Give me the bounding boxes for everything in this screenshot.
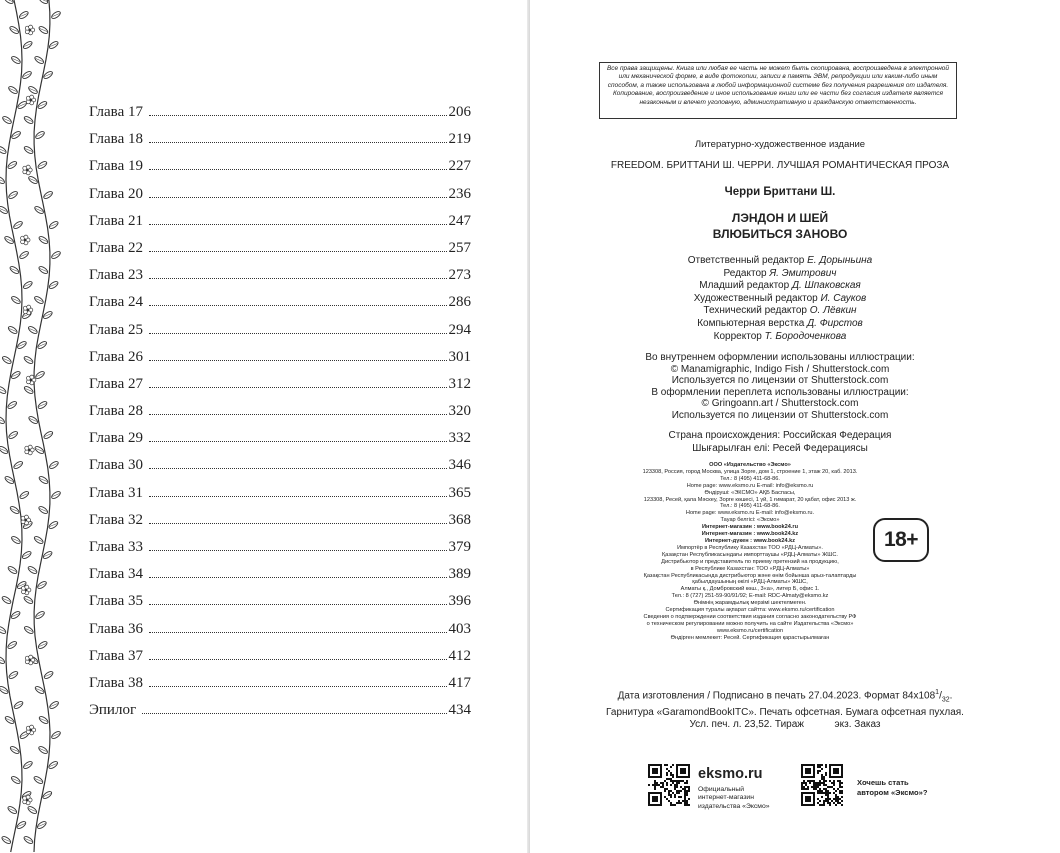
illustration-credit-line: В оформлении переплета использованы иллюстрации: [651,386,909,398]
toc-entry[interactable] [89,322,471,349]
toc-leader-dots [149,414,447,415]
illustration-credit-line: Во внутреннем оформлении использованы иллюстрации: [645,352,915,363]
staff-line [590,331,970,344]
table-of-contents [89,104,471,729]
toc-chapter-label: Глава 17 [89,104,143,120]
toc-entry[interactable] [89,294,471,321]
toc-chapter-label: Глава 24 [89,294,143,311]
staff-role: Ответственный редактор [687,255,805,266]
publisher-line: в Республике Казахстан: ТОО «РДЦ-Алматы» [690,565,810,572]
author-call-line: автором «Эксмо»? [857,788,928,797]
toc-chapter-label: Глава 36 [89,620,143,637]
toc-entry[interactable] [89,485,471,512]
toc-chapter-label: Глава 31 [89,484,143,501]
toc-page-number: 273 [448,267,471,284]
staff-name: Д. Шпаковская [791,280,861,292]
toc-chapter-label: Глава 28 [89,403,143,420]
book-title-line-1: ЛЭНДОН И ШЕЙ [731,211,829,225]
country-line: Шығарылған елі: Ресей Федерациясы [692,442,868,454]
eksmo-logo[interactable]: eksmo.ru [698,766,763,782]
toc-leader-dots [149,305,447,306]
toc-entry[interactable] [89,349,471,376]
illustration-credit-line: Используется по лицензии от Shutterstock.com [671,409,889,421]
print-date-format: Дата изготовления / Подписано в печать 27.04.2023. Формат $84x108^1/_{32}$. [617,689,953,704]
toc-entry[interactable] [89,131,471,158]
staff-line [590,305,970,318]
illustration-credit-line: © Gringoann.art / Shutterstock.com [701,398,859,410]
toc-leader-dots [149,197,447,198]
staff-line [590,280,970,293]
toc-entry[interactable] [89,648,471,675]
toc-entry[interactable] [89,566,471,593]
toc-page-number: 434 [448,702,471,719]
copyright-notice: Все права защищены. Книга или любая ее часть не может быть скопирована, воспроизведена в электронной или механической форме, в виде фотокопии, записи в память ЭВМ, репродукции или каким-либо иным способом, а также использована в любой информационной системе без получения разрешения от издателя. Копирование, воспроизведение и иное использование книги или ее части без согласия издателя является незаконным и влечет уголовную, административную и гражданскую ответственность. [599,62,957,119]
toc-page-number: 389 [448,566,471,583]
qr-code-author-call[interactable] [801,764,843,806]
publisher-line: Тауар белгісі: «Эксмо» [720,517,780,524]
print-date-text: Дата изготовления / Подписано в печать 27.04.2023. Формат 84x108 [617,690,936,702]
publisher-line: Тел.: 8 (727) 251-59-90/91/92; E-mail: RDC-Almaty@eksmo.kz [671,593,829,600]
toc-chapter-label: Глава 20 [89,185,143,202]
publisher-line: Алматы қ., Домбровский көш., 3«а», литер Б, офис 1. [680,586,820,593]
toc-leader-dots [149,360,447,361]
toc-leader-dots [149,523,447,524]
staff-name: Я. Эмитрович [769,267,837,279]
toc-leader-dots [142,713,446,714]
publisher-line: Сведения о подтверждении соответствия издания согласно законодательству РФ [643,613,857,620]
toc-page-number: 332 [448,430,471,447]
toc-chapter-label: Глава 29 [89,430,143,447]
publisher-line: Home page: www.eksmo.ru E-mail: info@eksmo.ru. [685,510,815,517]
format-suffix: . [949,690,953,702]
publisher-line: Өнімнің жарамдылық мерзімі шектелмеген. [693,600,807,607]
toc-entry[interactable] [89,267,471,294]
staff-name: Е. Дорыньина [807,255,873,266]
toc-entry[interactable] [89,186,471,213]
publisher-line: Қазақстан Республикасындағы импорттаушы «РДЦ-Алматы» ЖШС. [662,551,838,558]
staff-role: Младший редактор [699,280,790,292]
toc-chapter-label: Глава 23 [89,267,143,284]
staff-role: Художественный редактор [693,292,818,304]
toc-entry[interactable] [89,158,471,185]
print-typeface: Гарнитура «GaramondBookITC». Печать офсетная. Бумага офсетная пухлая. [606,706,964,718]
toc-leader-dots [149,468,447,469]
country-line: Страна происхождения: Российская Федерация [668,430,892,441]
toc-leader-dots [149,169,447,170]
print-details [585,687,985,732]
toc-page-number: 301 [448,348,471,365]
toc-leader-dots [149,577,447,578]
publisher-line: Дистрибьютор и представитель по приему претензий на продукцию, [661,558,839,565]
toc-leader-dots [149,387,447,388]
toc-leader-dots [149,251,447,252]
toc-chapter-label: Глава 18 [89,131,143,148]
toc-page-number: 320 [448,403,471,420]
book-title [590,210,970,242]
staff-name: Д. Фирстов [807,317,863,329]
toc-entry[interactable] [89,539,471,566]
book-title-line-2: ВЛЮБИТЬСЯ ЗАНОВО [712,227,848,241]
publisher-line: Home page: www.eksmo.ru E-mail: info@eksmo.ru [686,482,814,489]
toc-leader-dots [149,333,447,334]
toc-chapter-label: Эпилог [89,702,137,719]
publisher-info [580,462,920,642]
genre-label: Литературно-художественное издание [694,139,866,150]
eksmo-caption-line: издательства «Эксмо» [698,802,770,810]
staff-role: Компьютерная верстка [697,317,805,329]
publisher-line: www.eksmo.ru/certification [716,627,784,634]
toc-entry[interactable] [89,376,471,403]
toc-entry[interactable] [89,403,471,430]
toc-entry[interactable] [89,457,471,484]
staff-name: Т. Бородоченкова [764,330,847,342]
format-subscript: 32 [941,696,950,704]
staff-role: Корректор [713,330,762,342]
toc-leader-dots [149,224,447,225]
toc-page-number: 257 [448,239,471,256]
toc-chapter-label: Глава 30 [89,457,143,474]
qr-code-eksmo-shop[interactable] [648,764,690,806]
publisher-line: Интернет-магазин : www.book24.ru [701,524,799,531]
toc-page-number: 396 [448,593,471,610]
toc-chapter-label: Глава 37 [89,647,143,664]
country-of-origin [590,430,970,455]
toc-page-number: 312 [448,375,471,392]
publisher-line: 123308, Ресей, қала Мәскеу, Зорге көшесі, 1 үй, 1 ғимарат, 20 қабат, офис 2013 ж. [643,496,857,503]
toc-leader-dots [149,278,447,279]
publisher-line: Сертификация туралы ақпарат сайтта: www.eksmo.ru/certification [665,607,835,614]
publisher-line: ООО «Издательство «Эксмо» [709,462,791,468]
toc-leader-dots [149,659,447,660]
illustration-credits [590,352,970,422]
toc-chapter-label: Глава 32 [89,511,143,528]
toc-page-number: 403 [448,620,471,637]
toc-entry[interactable] [89,430,471,457]
staff-role: Технический редактор [703,305,807,317]
illustration-credit-line: Используется по лицензии от Shutterstock.com [671,375,889,387]
print-run: Усл. печ. л. 23,52. Тираж экз. Заказ [689,719,881,731]
toc-leader-dots [149,632,447,633]
eksmo-shop-caption [698,786,770,811]
toc-leader-dots [149,496,447,497]
toc-leader-dots [149,115,447,116]
toc-entry[interactable] [89,240,471,267]
toc-page-number: 206 [448,104,471,120]
toc-page-number: 294 [448,321,471,338]
toc-page-number: 379 [448,539,471,555]
toc-leader-dots [149,604,447,605]
toc-chapter-label: Глава 27 [89,375,143,392]
toc-chapter-label: Глава 35 [89,593,143,610]
series-name: FREEDOM. БРИТТАНИ Ш. ЧЕРРИ. ЛУЧШАЯ РОМАНТИЧЕСКАЯ ПРОЗА [610,160,950,171]
format-superscript: 1 [935,689,940,696]
publisher-line: Импортёр в Республику Казахстан ТОО «РДЦ-Алматы». [677,544,823,551]
toc-entry[interactable] [89,213,471,240]
toc-page-number: 365 [448,484,471,501]
publisher-line: Қазақстан Республикасында дистрибьютор және өнім бойынша арыз-талаптарды [643,572,857,579]
right-page [530,0,1060,853]
staff-line [590,268,970,281]
toc-entry[interactable] [89,512,471,539]
toc-chapter-label: Глава 19 [89,158,143,175]
toc-page-number: 286 [448,294,471,311]
editorial-staff [590,255,970,343]
publisher-line: Өндіруші: «ЭКСМО» АҚБ Баспасы, [704,489,796,496]
staff-line [590,255,970,268]
publisher-line: 123308, Россия, город Москва, улица Зорге, дом 1, строение 1, этаж 20, каб. 2013. [642,468,858,475]
staff-line [590,318,970,331]
floral-ornament-border [0,0,64,853]
toc-page-number: 227 [448,158,471,175]
eksmo-caption-line: интернет-магазин [698,794,754,802]
book-author: Черри Бриттани Ш. [724,186,836,198]
publisher-line: о техническом регулировании можно получить на сайте Издательства «Эксмо» [646,620,854,627]
toc-chapter-label: Глава 22 [89,239,143,256]
toc-chapter-label: Глава 25 [89,321,143,338]
toc-page-number: 236 [448,185,471,202]
toc-page-number: 368 [448,511,471,528]
toc-leader-dots [149,686,447,687]
toc-entry[interactable] [89,621,471,648]
age-rating-badge: 18+ [873,518,929,562]
toc-entry[interactable] [89,593,471,620]
toc-leader-dots [149,550,447,551]
author-call-line: Хочешь стать [857,778,909,787]
toc-chapter-label: Глава 38 [89,674,143,691]
publisher-line: қабылдаушының өкілі «РДЦ-Алматы» ЖШС, [692,579,808,586]
toc-chapter-label: Глава 33 [89,539,143,555]
toc-page-number: 417 [448,674,471,691]
toc-chapter-label: Глава 26 [89,348,143,365]
staff-role: Редактор [723,267,767,279]
illustration-credit-line: © Manamigraphic, Indigo Fish / Shutterstock.com [670,363,890,375]
publisher-line: Интернет-магазин : www.book24.kz [701,531,799,538]
toc-entry[interactable] [89,675,471,702]
staff-name: О. Лёвкин [809,305,857,317]
publisher-line: Өндірген мемлекет: Ресей. Сертификация қарастырылмаған [670,634,830,641]
toc-leader-dots [149,142,447,143]
toc-chapter-label: Глава 21 [89,212,143,229]
toc-page-number: 247 [448,212,471,229]
toc-page-number: 219 [448,131,471,148]
staff-line [590,293,970,306]
toc-leader-dots [149,441,447,442]
staff-name: И. Сауков [820,292,867,304]
eksmo-caption-line: Официальный [698,786,745,793]
toc-entry[interactable] [89,702,471,729]
publisher-line: Тел.: 8 (495) 411-68-86. [720,475,780,482]
toc-page-number: 412 [448,647,471,664]
become-author-caption [857,778,928,798]
publisher-line: Интернет-дүкен : www.book24.kz [704,537,796,544]
toc-chapter-label: Глава 34 [89,566,143,583]
toc-entry[interactable] [89,104,471,131]
publisher-line: Тел.: 8 (495) 411-68-86. [720,503,780,510]
toc-page-number: 346 [448,457,471,474]
